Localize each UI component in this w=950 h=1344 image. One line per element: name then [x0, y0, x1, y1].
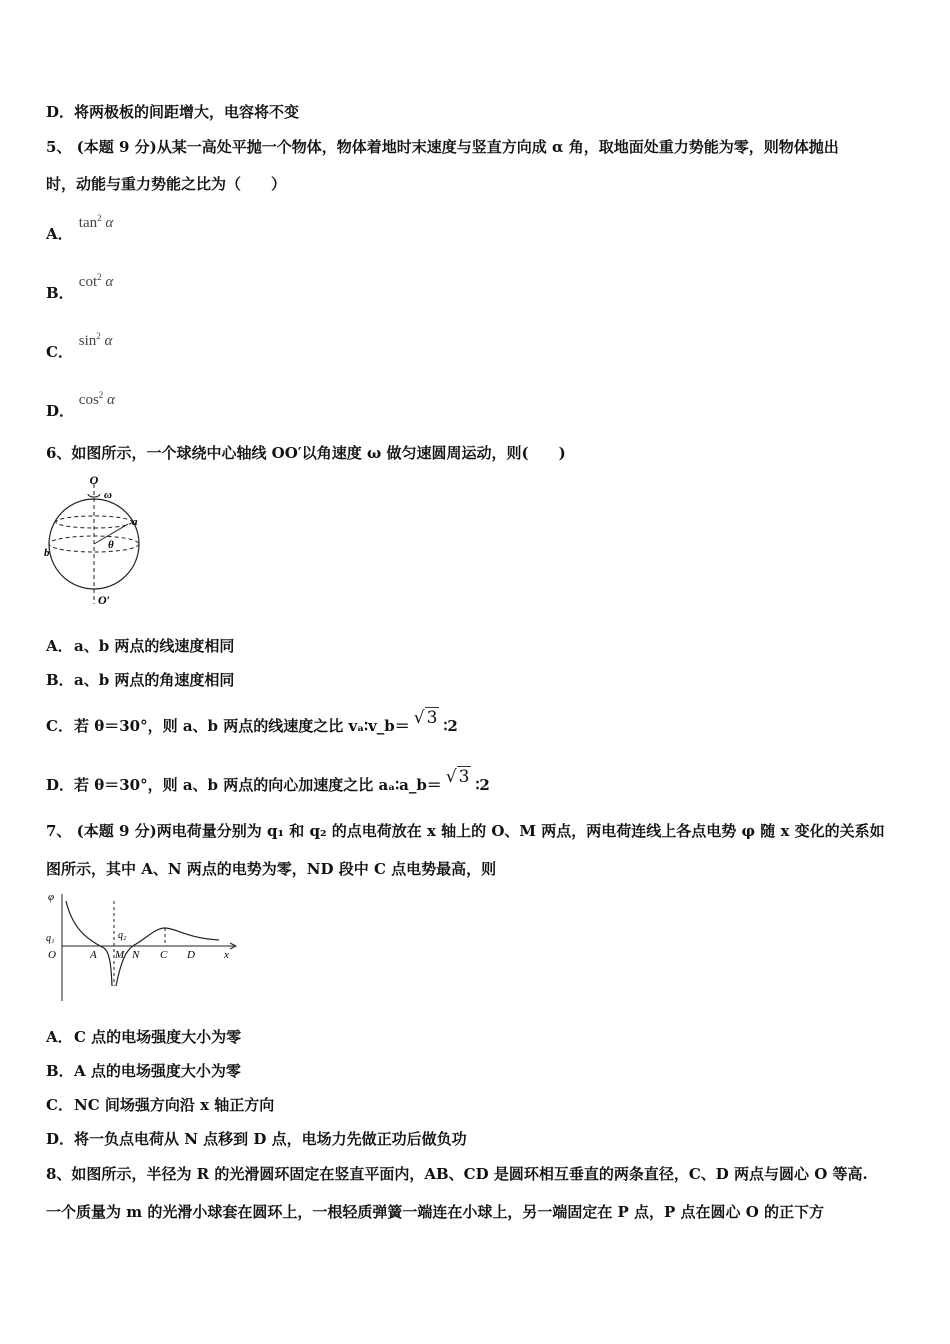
option-label: A．: [46, 225, 73, 243]
option-text-tail: ∶2: [443, 717, 458, 735]
label-o: O: [48, 949, 56, 961]
q6-option-b: [46, 670, 234, 690]
q5-stem-line1: 5、 (本题 9 分)从某一高处平抛一个物体，物体着地时末速度与竖直方向成 α 角，取地面处重力势能为零，则物体抛出: [46, 138, 839, 156]
label-phi: φ: [48, 891, 55, 903]
option-text: C 点的电场强度大小为零: [74, 1028, 242, 1046]
label-m: M: [115, 949, 125, 961]
q7-option-d: [46, 1129, 467, 1149]
sqrt-expression: √ 3: [413, 708, 438, 728]
option-label: D．: [46, 776, 75, 794]
q4-option-d: D．将两极板的间距增大，电容将不变: [46, 103, 300, 121]
label-b: b: [44, 547, 50, 559]
option-label: A．: [46, 1028, 73, 1046]
option-label: B．: [46, 284, 74, 302]
q5-option-d-expr: $\cos^2 \alpha$: [78, 390, 115, 408]
q7-option-b: [46, 1061, 241, 1081]
q6-option-c: [46, 708, 458, 736]
q7-stem-line2: 图所示，其中 A、N 两点的电势为零，ND 段中 C 点电势最高，则: [46, 860, 497, 878]
q6-stem: 6、如图所示，一个球绕中心轴线 OO′以角速度 ω 做匀速圆周运动，则( ): [46, 444, 566, 462]
option-text: a、b 两点的角速度相同: [74, 671, 235, 689]
q5-option-a: [46, 213, 114, 243]
q7-potential-graph: [44, 886, 244, 1004]
q7-option-a: [46, 1027, 241, 1047]
sqrt-expression: √ 3: [445, 767, 470, 787]
q5-option-c: [46, 331, 113, 361]
label-o-top: O: [89, 473, 99, 487]
q6-option-d: [46, 767, 490, 795]
q5-option-b: [46, 272, 114, 302]
option-text: A 点的电场强度大小为零: [74, 1062, 241, 1080]
option-text: 若 θ＝30°，则 a、b 两点的线速度之比 vₐ∶v_b＝: [74, 717, 410, 735]
label-a: a: [132, 516, 138, 528]
option-label: C．: [46, 717, 73, 735]
label-d: D: [187, 949, 195, 961]
option-text-tail: ∶2: [475, 776, 490, 794]
label-x: x: [224, 949, 229, 961]
option-label: C．: [46, 1096, 73, 1114]
q5-option-a-expr: $\tan^2 \alpha$: [78, 213, 114, 231]
q5-option-c-expr: $\sin^2 \alpha$: [78, 331, 113, 349]
q5-option-d: [46, 390, 115, 420]
label-c: C: [160, 949, 168, 961]
q5-option-b-expr: $\cot^2 \alpha$: [78, 272, 114, 290]
q8-stem-line1: 8、如图所示，半径为 R 的光滑圆环固定在竖直平面内，AB、CD 是圆环相互垂直的两条直径，C、D 两点与圆心 O 等高.: [46, 1165, 868, 1183]
option-text: 将一负点电荷从 N 点移到 D 点，电场力先做正功后做负功: [74, 1130, 467, 1148]
label-q2: q₂: [118, 930, 127, 941]
option-label: A．: [46, 637, 73, 655]
label-a: A: [90, 949, 97, 961]
label-o-bottom: O′: [98, 593, 111, 607]
q6-sphere-figure: [44, 472, 154, 612]
option-label: B．: [46, 1062, 74, 1080]
option-label: C．: [46, 343, 73, 361]
q8-stem-line2: 一个质量为 m 的光滑小球套在圆环上，一根轻质弹簧一端连在小球上，另一端固定在 P 点，P 点在圆心 O 的正下方: [46, 1203, 825, 1221]
label-omega: ω: [104, 489, 112, 501]
option-label: D．: [46, 402, 75, 420]
option-label: D．: [46, 1130, 75, 1148]
label-q1: q₁: [46, 933, 55, 944]
potential-curve-left: [66, 901, 112, 986]
q7-option-c: [46, 1095, 274, 1115]
option-text: 若 θ＝30°，则 a、b 两点的向心加速度之比 aₐ∶a_b＝: [74, 776, 442, 794]
option-text: a、b 两点的线速度相同: [74, 637, 235, 655]
option-label: B．: [46, 671, 74, 689]
q6-option-a: [46, 636, 234, 656]
label-n: N: [132, 949, 140, 961]
option-text: NC 间场强方向沿 x 轴正方向: [74, 1096, 275, 1114]
q7-stem-line1: 7、 (本题 9 分)两电荷量分别为 q₁ 和 q₂ 的点电荷放在 x 轴上的 O、M 两点，两电荷连线上各点电势 φ 随 x 变化的关系如: [46, 822, 885, 840]
q5-stem-line2: 时，动能与重力势能之比为（ ）: [46, 175, 287, 193]
label-theta: θ: [108, 539, 114, 551]
